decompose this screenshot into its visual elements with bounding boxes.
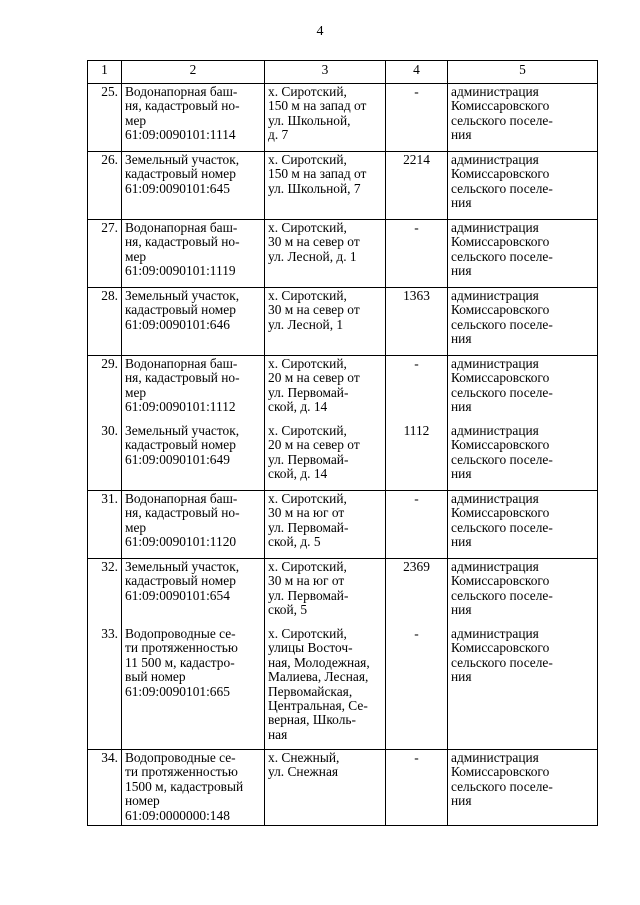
object-address: х. Сиротский, 30 м на юг от ул. Первомай- ской, 5 — [265, 559, 386, 627]
object-owner: администрация Комиссаровского сельского поселе- ния — [448, 491, 598, 559]
object-owner: администрация Комиссаровского сельского поселе- ния — [448, 152, 598, 220]
object-name: Водопроводные се- ти протяженностью 11 500 м, кадастро- вый номер 61:09:0090101:665 — [122, 626, 265, 750]
table-header — [88, 61, 598, 84]
object-owner: администрация Комиссаровского сельского поселе- ния — [448, 84, 598, 152]
object-area: 2214 — [386, 152, 448, 220]
header-col-4: 4 — [386, 61, 448, 84]
object-area: 1112 — [386, 423, 448, 491]
table-row — [88, 423, 598, 491]
object-owner: администрация Комиссаровского сельского поселе- ния — [448, 356, 598, 424]
object-area: - — [386, 750, 448, 826]
object-address: х. Сиротский, 20 м на север от ул. Первомай- ской, д. 14 — [265, 356, 386, 424]
row-number: 26. — [88, 152, 122, 220]
table-row — [88, 152, 598, 220]
object-address: х. Сиротский, 30 м на юг от ул. Первомай- ской, д. 5 — [265, 491, 386, 559]
object-name: Земельный участок, кадастровый номер 61:09:0090101:645 — [122, 152, 265, 220]
object-name: Водонапорная баш- ня, кадастровый но- мер 61:09:0090101:1112 — [122, 356, 265, 424]
object-name: Водопроводные се- ти протяженностью 1500 м, кадастровый номер 61:09:0000000:148 — [122, 750, 265, 826]
object-address: х. Сиротский, улицы Восточ- ная, Молодежная, Малиева, Лесная, Первомайская, Центральная, Се- верная, Школь- ная — [265, 626, 386, 750]
row-number: 34. — [88, 750, 122, 826]
table-row — [88, 84, 598, 152]
table-row — [88, 356, 598, 424]
table-row — [88, 288, 598, 356]
object-area: - — [386, 491, 448, 559]
object-owner: администрация Комиссаровского сельского поселе- ния — [448, 288, 598, 356]
row-number: 27. — [88, 220, 122, 288]
row-number: 28. — [88, 288, 122, 356]
object-area: 1363 — [386, 288, 448, 356]
row-number: 29. — [88, 356, 122, 424]
row-number: 30. — [88, 423, 122, 491]
table-row — [88, 750, 598, 826]
object-area: - — [386, 84, 448, 152]
row-number: 32. — [88, 559, 122, 627]
object-area: - — [386, 356, 448, 424]
object-address: х. Сиротский, 150 м на запад от ул. Школьной, д. 7 — [265, 84, 386, 152]
object-owner: администрация Комиссаровского сельского поселе- ния — [448, 559, 598, 627]
header-col-1: 1 — [88, 61, 122, 84]
table-row — [88, 220, 598, 288]
object-address: х. Сиротский, 30 м на север от ул. Лесной, 1 — [265, 288, 386, 356]
table-row — [88, 559, 598, 627]
object-address: х. Сиротский, 20 м на север от ул. Первомай- ской, д. 14 — [265, 423, 386, 491]
header-col-5: 5 — [448, 61, 598, 84]
object-owner: администрация Комиссаровского сельского поселе- ния — [448, 220, 598, 288]
object-address: х. Сиротский, 30 м на север от ул. Лесной, д. 1 — [265, 220, 386, 288]
object-name: Водонапорная баш- ня, кадастровый но- мер 61:09:0090101:1119 — [122, 220, 265, 288]
object-owner: администрация Комиссаровского сельского поселе- ния — [448, 626, 598, 750]
row-number: 31. — [88, 491, 122, 559]
page-number: 4 — [316, 24, 324, 39]
header-col-3: 3 — [265, 61, 386, 84]
header-col-2: 2 — [122, 61, 265, 84]
object-area: 2369 — [386, 559, 448, 627]
property-table — [87, 60, 598, 826]
row-number: 33. — [88, 626, 122, 750]
object-address: х. Сиротский, 150 м на запад от ул. Школьной, 7 — [265, 152, 386, 220]
object-area: - — [386, 220, 448, 288]
row-number: 25. — [88, 84, 122, 152]
object-name: Земельный участок, кадастровый номер 61:09:0090101:654 — [122, 559, 265, 627]
object-name: Земельный участок, кадастровый номер 61:09:0090101:649 — [122, 423, 265, 491]
object-name: Земельный участок, кадастровый номер 61:09:0090101:646 — [122, 288, 265, 356]
table-row — [88, 491, 598, 559]
object-owner: администрация Комиссаровского сельского поселе- ния — [448, 750, 598, 826]
object-owner: администрация Комиссаровского сельского поселе- ния — [448, 423, 598, 491]
object-name: Водонапорная баш- ня, кадастровый но- мер 61:09:0090101:1114 — [122, 84, 265, 152]
object-address: х. Снежный, ул. Снежная — [265, 750, 386, 826]
object-area: - — [386, 626, 448, 750]
table-row — [88, 626, 598, 750]
object-name: Водонапорная баш- ня, кадастровый но- мер 61:09:0090101:1120 — [122, 491, 265, 559]
